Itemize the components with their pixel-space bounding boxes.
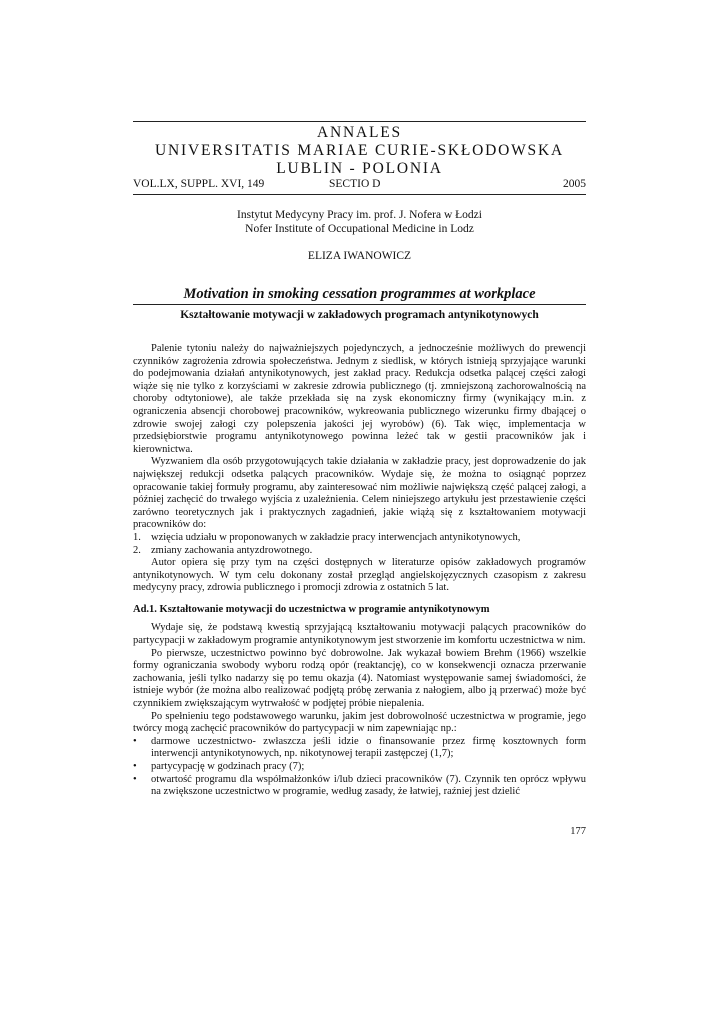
volume-line <box>133 178 586 192</box>
title-rule <box>133 304 586 305</box>
list-item <box>133 736 586 761</box>
paragraph: Wydaje się, że podstawą kwestią sprzyjającą kształtowaniu motywacji palących pracowników do partycypacji w zakładowym programie antynikotynowym jest stworzenie im komfortu uczestnictwa w nim. <box>133 622 586 647</box>
list-number: 1. <box>133 531 141 543</box>
journal-title-line2: UNIVERSITATIS MARIAE CURIE-SKŁODOWSKA <box>155 142 564 159</box>
paragraph: Po pierwsze, uczestnictwo powinno być dobrowolne. Jak wykazał bowiem Brehm (1966) wszelkie formy ograniczania swobody wyboru rodzą opór (reaktancję), co w konsekwencji oznacza przerwanie zachowania, jeśli tylko nadarzy się po temu okazja (4). Natomiast występowanie samej świadomości, że istnieje wybór (że można albo realizować podjętą próbę zerwania z nałogiem, albo ją przerwać) może być czynnikiem zwiększającym wytrwałość w podjętej próbie niepalenia. <box>133 647 586 710</box>
journal-title-line3: LUBLIN - POLONIA <box>276 160 443 177</box>
article-subtitle: Kształtowanie motywacji w zakładowych programach antynikotynowych <box>180 309 539 321</box>
journal-title-line1: ANNALES <box>317 124 402 141</box>
list-number: 2. <box>133 544 141 556</box>
paragraph: Palenie tytoniu należy do najważniejszych pojedynczych, a jednocześnie możliwych do prewencji czynników zagrożenia zdrowia społeczeństwa. Jednym z siedlisk, w których istnieją sprzyjające warunki do podejmowania działań antynikotynowych, jest zakład pracy. Redukcja odsetka palącej części załogi wiąże się nie tylko z korzyściami w zakresie zdrowia publicznego (tj. zmniejszoną zachorowalnością na choroby odtytoniowe), ale także przekłada się na zysk ekonomiczny firmy (wynikający m.in. z ograniczenia absencji chorobowej pracowników, wykreowania publicznego wizerunku firmy dbającej o zdrowie swojej załogi czy polepszenia jakości jej wyrobów) (6). Tak więc, implementacja w przedsiębiorstwie programu antynikotynowego powinna leżeć tak w gestii pracowników jak i kierownictwa. <box>133 343 586 455</box>
bullet-icon: • <box>133 773 137 785</box>
section-info: SECTIO D <box>329 178 381 190</box>
paragraph: Wyzwaniem dla osób przygotowujących takie działania w zakładzie pracy, jest doprowadzenie do jak największej redukcji odsetka palących pracowników. Wydaje się, że można to osiągnąć poprzez opracowanie takiej formuły programu, aby zainteresować nim możliwie największą część palącej załogi, a później zachęcić do trwałego wyjścia z uzależnienia. Celem niniejszego artykułu jest przestawienie części zarówno teoretycznych jak i praktycznych zagadnień, jakie wiążą się z kształtowaniem motywacji pracowników do: <box>133 456 586 531</box>
section-heading: Ad.1. Kształtowanie motywacji do uczestnictwa w programie antynikotynowym <box>133 603 490 615</box>
bullet-list <box>133 736 586 799</box>
header-rule <box>133 194 586 195</box>
top-rule <box>133 121 586 122</box>
list-item-text: darmowe uczestnictwo- zwłaszcza jeśli idzie o finansowanie przez firmę kosztownych form interwencji antynikotynowych, np. nikotynowej terapii zastępczej (1,7); <box>151 735 586 760</box>
numbered-list <box>133 532 586 557</box>
paragraph: Po spełnieniu tego podstawowego warunku, jakim jest dobrowolność uczestnictwa w programie, jego twórcy mogą zachęcić pracowników do partycypacji w nim zapewniając np.: <box>133 710 586 735</box>
affiliation-polish: Instytut Medycyny Pracy im. prof. J. Nofera w Łodzi <box>237 209 482 221</box>
list-item <box>133 761 586 774</box>
author-name: ELIZA IWANOWICZ <box>307 250 412 262</box>
list-item <box>133 532 586 545</box>
list-item-text: wzięcia udziału w proponowanych w zakładzie pracy interwencjach antynikotynowych, <box>151 531 521 543</box>
list-item-text: partycypację w godzinach pracy (7); <box>151 761 305 772</box>
list-item <box>133 774 586 799</box>
article-title: Motivation in smoking cessation programmes at workplace <box>183 286 536 302</box>
list-item-text: otwartość programu dla współmałżonków i/lub dzieci pracowników (7). Czynnik ten oprócz wpływu na zwiększone uczestnictwo w programie, według zasady, że łatwiej, raźniej jest dzielić <box>151 773 586 798</box>
volume-info: VOL.LX, SUPPL. XVI, 149 <box>133 178 265 190</box>
bullet-icon: • <box>133 761 137 772</box>
year-info: 2005 <box>563 178 586 190</box>
list-item-text: zmiany zachowania antyzdrowotnego. <box>151 544 313 556</box>
bullet-icon: • <box>133 735 137 747</box>
page-number: 177 <box>570 826 586 837</box>
list-item <box>133 545 586 558</box>
affiliation-english: Nofer Institute of Occupational Medicine in Lodz <box>245 223 474 235</box>
article-body <box>133 343 586 799</box>
paragraph: Autor opiera się przy tym na części dostępnych w literaturze opisów zakładowych programów antynikotynowych. W tym celu dokonany został przegląd angielskojęzycznych czasopism z zakresu medycyny pracy, zdrowia publicznego i promocji zdrowia z ostatnich 5 lat. <box>133 557 586 594</box>
